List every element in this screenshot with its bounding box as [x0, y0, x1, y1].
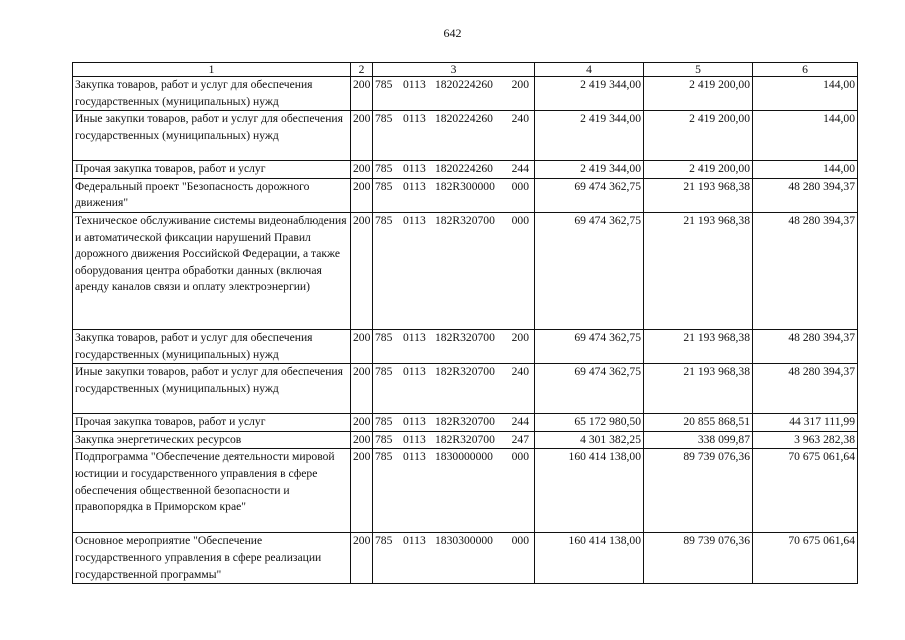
row-value-4: 69 474 362,75 [535, 212, 644, 329]
row-code-expense-type: 000 [511, 534, 529, 548]
table-row [73, 77, 858, 111]
row-code-section: 0113 [403, 415, 426, 429]
row-name: Закупка товаров, работ и услуг для обеспечения государственных (муниципальных) нужд [73, 77, 351, 111]
row-value-5: 21 193 968,38 [644, 329, 753, 363]
table-row [73, 431, 858, 449]
row-classification-code [373, 212, 535, 329]
row-code-expense-type: 200 [511, 78, 529, 91]
row-admin-code: 200 [351, 178, 373, 212]
header-cell-4: 4 [535, 63, 644, 77]
row-code-gr: 785 [375, 365, 393, 379]
row-code-target: 182R320700 [435, 213, 495, 227]
row-value-4: 69 474 362,75 [535, 364, 644, 414]
row-admin-code: 200 [351, 431, 373, 449]
row-value-5: 2 419 200,00 [644, 77, 753, 111]
row-code-expense-type: 200 [511, 330, 529, 344]
row-code-expense-type: 240 [511, 112, 529, 126]
row-value-6: 48 280 394,37 [753, 212, 858, 329]
row-code-target: 1830000000 [435, 450, 493, 464]
row-code-expense-type: 247 [511, 432, 529, 446]
row-code-target: 182R320700 [435, 365, 495, 379]
row-code-expense-type: 000 [511, 450, 529, 464]
row-value-5: 89 739 076,36 [644, 533, 753, 584]
header-cell-3: 3 [373, 63, 535, 77]
row-name: Подпрограмма "Обеспечение деятельности мировой юстиции и государственного управления в сфере обеспечения общественной безопасности и правопорядка в Приморском крае" [73, 449, 351, 533]
row-name: Иные закупки товаров, работ и услуг для обеспечения государственных (муниципальных) нужд [73, 364, 351, 414]
row-code-gr: 785 [375, 415, 393, 429]
table-row [73, 533, 858, 584]
row-code-gr: 785 [375, 112, 393, 126]
row-code-section: 0113 [403, 330, 426, 344]
row-value-6: 144,00 [753, 77, 858, 111]
table-row [73, 364, 858, 414]
header-row [73, 63, 858, 77]
row-value-4: 160 414 138,00 [535, 449, 644, 533]
row-name: Федеральный проект "Безопасность дорожного движения" [73, 178, 351, 212]
row-value-6: 144,00 [753, 161, 858, 179]
header-cell-2: 2 [351, 63, 373, 77]
row-value-4: 69 474 362,75 [535, 329, 644, 363]
header-cell-5: 5 [644, 63, 753, 77]
row-admin-code: 200 [351, 449, 373, 533]
row-name: Закупка товаров, работ и услуг для обеспечения государственных (муниципальных) нужд [73, 329, 351, 363]
row-value-4: 2 419 344,00 [535, 161, 644, 179]
row-value-5: 338 099,87 [644, 431, 753, 449]
row-code-expense-type: 244 [511, 415, 529, 429]
table-row [73, 161, 858, 179]
row-code-target: 182R320700 [435, 330, 495, 344]
row-admin-code: 200 [351, 111, 373, 161]
table-row [73, 449, 858, 533]
row-code-expense-type: 244 [511, 162, 529, 176]
row-code-section: 0113 [403, 112, 426, 126]
row-code-gr: 785 [375, 213, 393, 227]
row-classification-code [373, 414, 535, 432]
row-value-4: 2 419 344,00 [535, 111, 644, 161]
row-code-section: 0113 [403, 78, 426, 91]
row-value-6: 44 317 111,99 [753, 414, 858, 432]
row-value-4: 160 414 138,00 [535, 533, 644, 584]
table-row [73, 212, 858, 329]
row-code-target: 1820224260 [435, 78, 493, 91]
row-code-section: 0113 [403, 450, 426, 464]
row-admin-code: 200 [351, 329, 373, 363]
header-cell-6: 6 [753, 63, 858, 77]
row-code-section: 0113 [403, 534, 426, 548]
row-value-5: 20 855 868,51 [644, 414, 753, 432]
row-name: Техническое обслуживание системы видеонаблюдения и автоматической фиксации нарушений Правил дорожного движения Российской Федерации, а также оборудования центра обработки данных (включая аренду каналов связи и оплату электроэнергии) [73, 212, 351, 329]
row-value-6: 144,00 [753, 111, 858, 161]
row-code-section: 0113 [403, 179, 426, 193]
row-admin-code: 200 [351, 161, 373, 179]
row-code-expense-type: 240 [511, 365, 529, 379]
header-cell-1: 1 [73, 63, 351, 77]
row-value-6: 48 280 394,37 [753, 329, 858, 363]
row-value-4: 4 301 382,25 [535, 431, 644, 449]
row-code-target: 182R320700 [435, 415, 495, 429]
row-value-4: 2 419 344,00 [535, 77, 644, 111]
table-row [73, 111, 858, 161]
row-value-4: 65 172 980,50 [535, 414, 644, 432]
row-classification-code [373, 77, 535, 111]
row-name: Основное мероприятие "Обеспечение государственного управления в сфере реализации государственной программы" [73, 533, 351, 584]
row-value-4: 69 474 362,75 [535, 178, 644, 212]
row-code-gr: 785 [375, 534, 393, 548]
row-code-target: 1820224260 [435, 112, 493, 126]
row-classification-code [373, 431, 535, 449]
row-name: Прочая закупка товаров, работ и услуг [73, 414, 351, 432]
page-number: 642 [443, 26, 462, 40]
table-row [73, 329, 858, 363]
row-name: Закупка энергетических ресурсов [73, 431, 351, 449]
row-name: Прочая закупка товаров, работ и услуг [73, 161, 351, 179]
row-value-6: 3 963 282,38 [753, 431, 858, 449]
row-value-6: 70 675 061,64 [753, 533, 858, 584]
row-value-5: 21 193 968,38 [644, 212, 753, 329]
row-code-section: 0113 [403, 162, 426, 176]
row-code-section: 0113 [403, 213, 426, 227]
row-code-target: 182R320700 [435, 432, 495, 446]
row-value-6: 48 280 394,37 [753, 178, 858, 212]
row-admin-code: 200 [351, 77, 373, 111]
row-code-gr: 785 [375, 179, 393, 193]
row-code-target: 182R300000 [435, 179, 495, 193]
row-value-5: 21 193 968,38 [644, 178, 753, 212]
table-row [73, 178, 858, 212]
row-value-6: 48 280 394,37 [753, 364, 858, 414]
row-value-5: 2 419 200,00 [644, 161, 753, 179]
row-code-gr: 785 [375, 450, 393, 464]
row-classification-code [373, 449, 535, 533]
row-code-expense-type: 000 [511, 179, 529, 193]
budget-table [72, 62, 858, 584]
row-classification-code [373, 329, 535, 363]
row-name: Иные закупки товаров, работ и услуг для обеспечения государственных (муниципальных) нужд [73, 111, 351, 161]
row-value-5: 2 419 200,00 [644, 111, 753, 161]
row-code-gr: 785 [375, 330, 393, 344]
row-classification-code [373, 364, 535, 414]
row-code-target: 1820224260 [435, 162, 493, 176]
row-classification-code [373, 111, 535, 161]
row-classification-code [373, 533, 535, 584]
row-admin-code: 200 [351, 414, 373, 432]
row-code-expense-type: 000 [511, 213, 529, 227]
row-code-target: 1830300000 [435, 534, 493, 548]
row-code-section: 0113 [403, 365, 426, 379]
row-code-gr: 785 [375, 432, 393, 446]
table-row [73, 414, 858, 432]
row-value-5: 21 193 968,38 [644, 364, 753, 414]
row-admin-code: 200 [351, 212, 373, 329]
row-code-section: 0113 [403, 432, 426, 446]
row-value-6: 70 675 061,64 [753, 449, 858, 533]
row-value-5: 89 739 076,36 [644, 449, 753, 533]
row-code-gr: 785 [375, 162, 393, 176]
row-classification-code [373, 161, 535, 179]
row-admin-code: 200 [351, 364, 373, 414]
row-code-gr: 785 [375, 78, 393, 91]
row-classification-code [373, 178, 535, 212]
row-admin-code: 200 [351, 533, 373, 584]
